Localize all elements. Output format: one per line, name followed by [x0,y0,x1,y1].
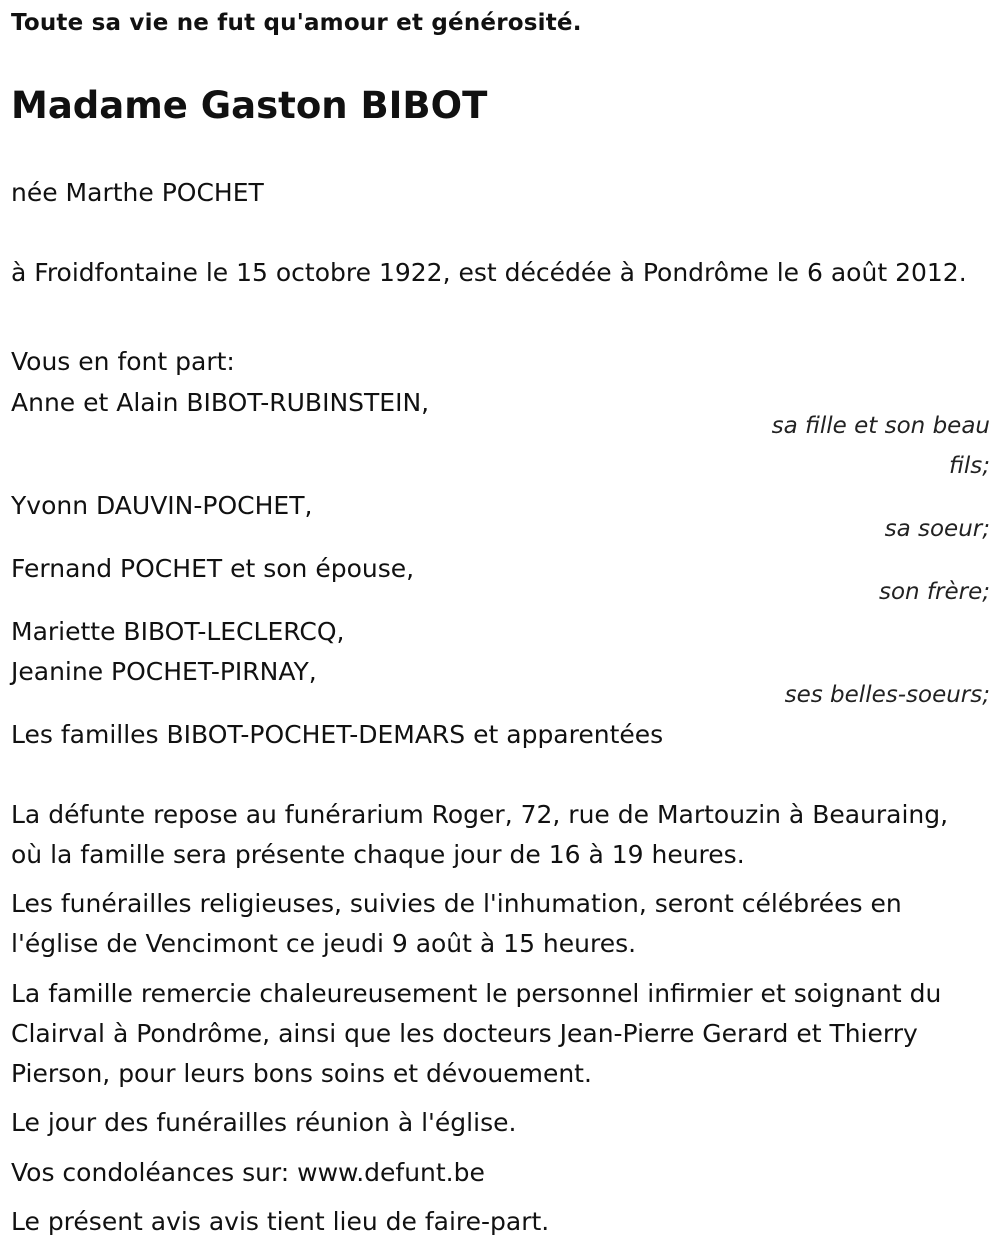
families-line: Les familles BIBOT-POCHET-DEMARS et apparentées [11,720,664,749]
announcement-intro: Vous en font part: [11,347,235,376]
family-member: Yvonn DAUVIN-POCHET, [11,491,313,520]
birth-death-line: à Froidfontaine le 15 octobre 1922, est décédée à Pondrôme le 6 août 2012. [11,258,967,287]
epitaph-quote: Toute sa vie ne fut qu'amour et générosité. [11,10,582,36]
notice-paragraph: Le présent avis avis tient lieu de faire-part. [11,1207,550,1236]
family-relation: sa soeur; [884,516,990,542]
family-member: Jeanine POCHET-PIRNAY, [11,657,317,686]
meeting-paragraph: Le jour des funérailles réunion à l'église. [11,1108,517,1137]
family-relation: son frère; [878,579,990,605]
repose-paragraph: La défunte repose au funérarium Roger, 72, rue de Martouzin à Beauraing, où la famille sera présente chaque jour de 16 à 19 heures. [11,800,949,869]
family-member: Fernand POCHET et son épouse, [11,554,415,583]
condolences-paragraph: Vos condoléances sur: www.defunt.be [11,1158,485,1187]
family-relation: sa fille et son beau fils; [771,413,990,479]
family-relation: ses belles-soeurs; [784,682,990,708]
thanks-paragraph: La famille remercie chaleureusement le personnel infirmier et soignant du Clairval à Pondrôme, ainsi que les docteurs Jean-Pierre Gerard et Thierry Pierson, pour leurs bons soins et dévouement. [11,979,942,1088]
family-member: Anne et Alain BIBOT-RUBINSTEIN, [11,388,430,417]
family-member: Mariette BIBOT-LECLERCQ, [11,617,345,646]
maiden-name: née Marthe POCHET [11,178,264,207]
deceased-name: Madame Gaston BIBOT [11,84,488,127]
funeral-paragraph: Les funérailles religieuses, suivies de l'inhumation, seront célébrées en l'église de Vencimont ce jeudi 9 août à 15 heures. [11,889,902,958]
